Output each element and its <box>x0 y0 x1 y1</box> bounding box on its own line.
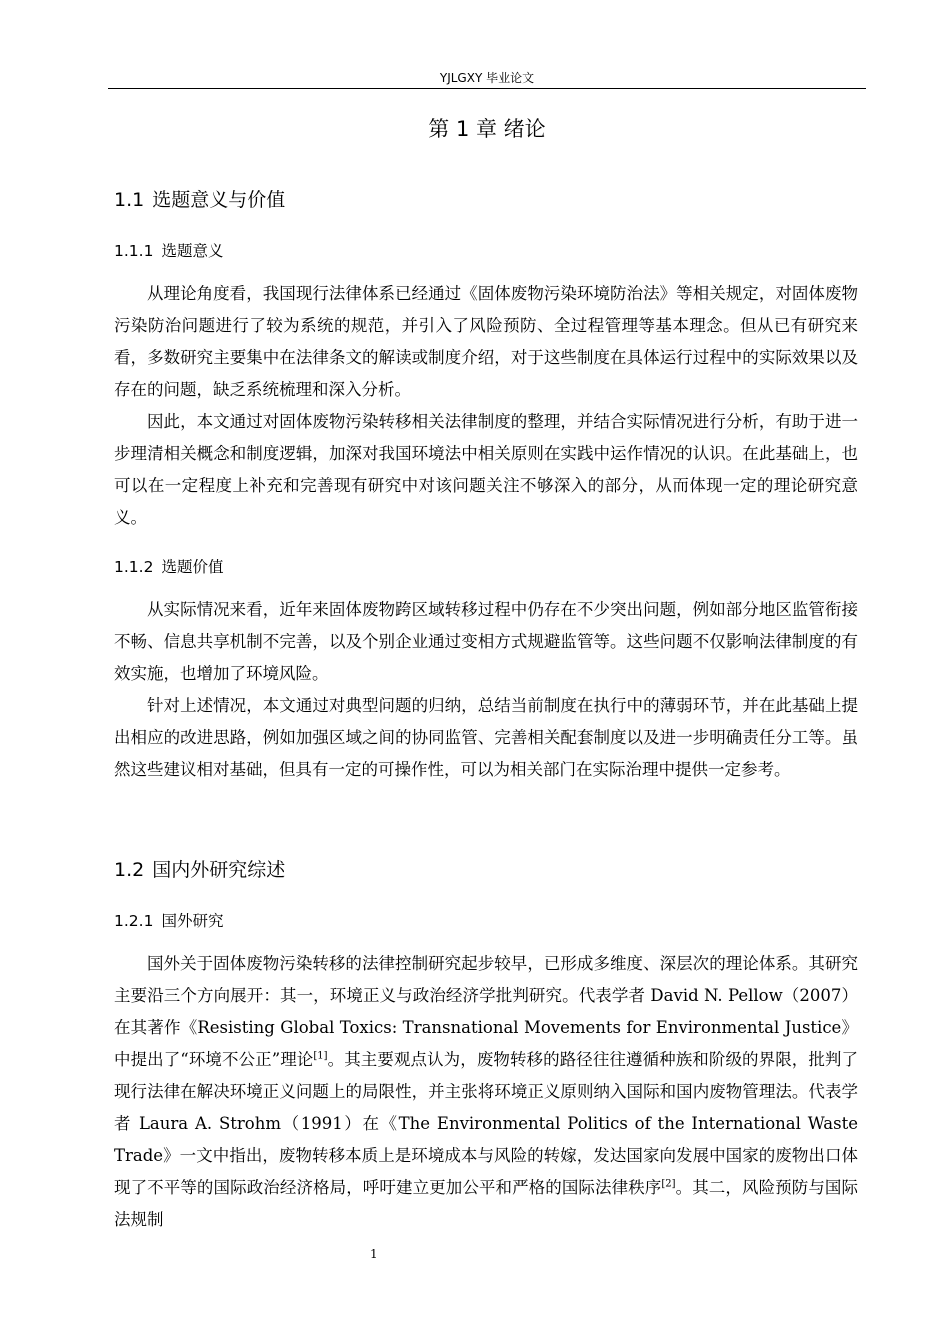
paragraph-5-text-b: 。其主要观点认为，废物转移的路径往往遵循种族和阶级的界限，批判了现行法律在解决环境正义问题上的局限性，并主张将环境正义原则纳入国际和国内废物管理法。代表学者 Laura A. Strohm（1991）在《The Environmental Politics of the International Waste Trade》一文中指出，废物转移本质上是环境成本与风险的转嫁，发达国家向发展中国家的废物出口体现了不平等的国际政治经济格局，呼吁建立更加公平和严格的国际法律秩序 <box>114 1050 859 1197</box>
section-title: 国内外研究综述 <box>152 859 286 881</box>
paragraph-2: 因此，本文通过对固体废物污染转移相关法律制度的整理，并结合实际情况进行分析，有助于进一步理清相关概念和制度逻辑，加深对我国环境法中相关原则在实践中运作情况的认识。在此基础上，也可以在一定程度上补充和完善现有研究中对该问题关注不够深入的部分，从而体现一定的理论研究意义。 <box>114 412 858 527</box>
paragraph-3: 从实际情况来看，近年来固体废物跨区域转移过程中仍存在不少突出问题，例如部分地区监管衔接不畅、信息共享机制不完善，以及个别企业通过变相方式规避监管等。这些问题不仅影响法律制度的有效实施，也增加了环境风险。 <box>114 600 858 683</box>
subsection-heading-1-2-1 <box>114 910 223 932</box>
section-number: 1.1 <box>114 189 145 211</box>
paragraph-5 <box>114 948 858 1236</box>
subsection-number: 1.2.1 <box>114 912 154 930</box>
section-number: 1.2 <box>114 859 145 881</box>
running-header: YJLGXY 毕业论文 <box>439 71 535 85</box>
section-heading-1-1 <box>114 187 285 213</box>
subsection-heading-1-1-1 <box>114 240 223 262</box>
subsection-number: 1.1.2 <box>114 558 154 576</box>
section-heading-1-2 <box>114 857 285 883</box>
paragraph-1: 从理论角度看，我国现行法律体系已经通过《固体废物污染环境防治法》等相关规定，对固体废物污染防治问题进行了较为系统的规范，并引入了风险预防、全过程管理等基本理念。但从已有研究来看，多数研究主要集中在法律条文的解读或制度介绍，对于这些制度在具体运行过程中的实际效果以及存在的问题，缺乏系统梳理和深入分析。 <box>114 284 858 399</box>
citation-2[interactable]: [2] <box>661 1178 676 1190</box>
section-title: 选题意义与价值 <box>152 189 286 211</box>
page-number: 1 <box>370 1247 378 1261</box>
paragraph-4: 针对上述情况，本文通过对典型问题的归纳，总结当前制度在执行中的薄弱环节，并在此基础上提出相应的改进思路，例如加强区域之间的协同监管、完善相关配套制度以及进一步明确责任分工等。虽然这些建议相对基础，但具有一定的可操作性，可以为相关部门在实际治理中提供一定参考。 <box>114 696 858 779</box>
paragraph-5-text-a: 国外关于固体废物污染转移的法律控制研究起步较早，已形成多维度、深层次的理论体系。其研究主要沿三个方向展开：其一，环境正义与政治经济学批判研究。代表学者 David N. Pellow（2007）在其著作《Resisting Global Toxics: Transnational Movements for Environmental Justice》中提出了“环境不公正”理论 <box>114 954 858 1069</box>
paragraph-5-text-c: 。其二，风险预防与国际法规制 <box>114 1178 859 1229</box>
subsection-title: 选题价值 <box>161 558 224 576</box>
subsection-number: 1.1.1 <box>114 242 154 260</box>
citation-1[interactable]: [1] <box>313 1050 328 1062</box>
subsection-title: 国外研究 <box>161 912 224 930</box>
subsection-heading-1-1-2 <box>114 556 223 578</box>
subsection-title: 选题意义 <box>161 242 224 260</box>
header-rule <box>108 88 866 89</box>
chapter-title: 第 1 章 绪论 <box>428 117 546 141</box>
